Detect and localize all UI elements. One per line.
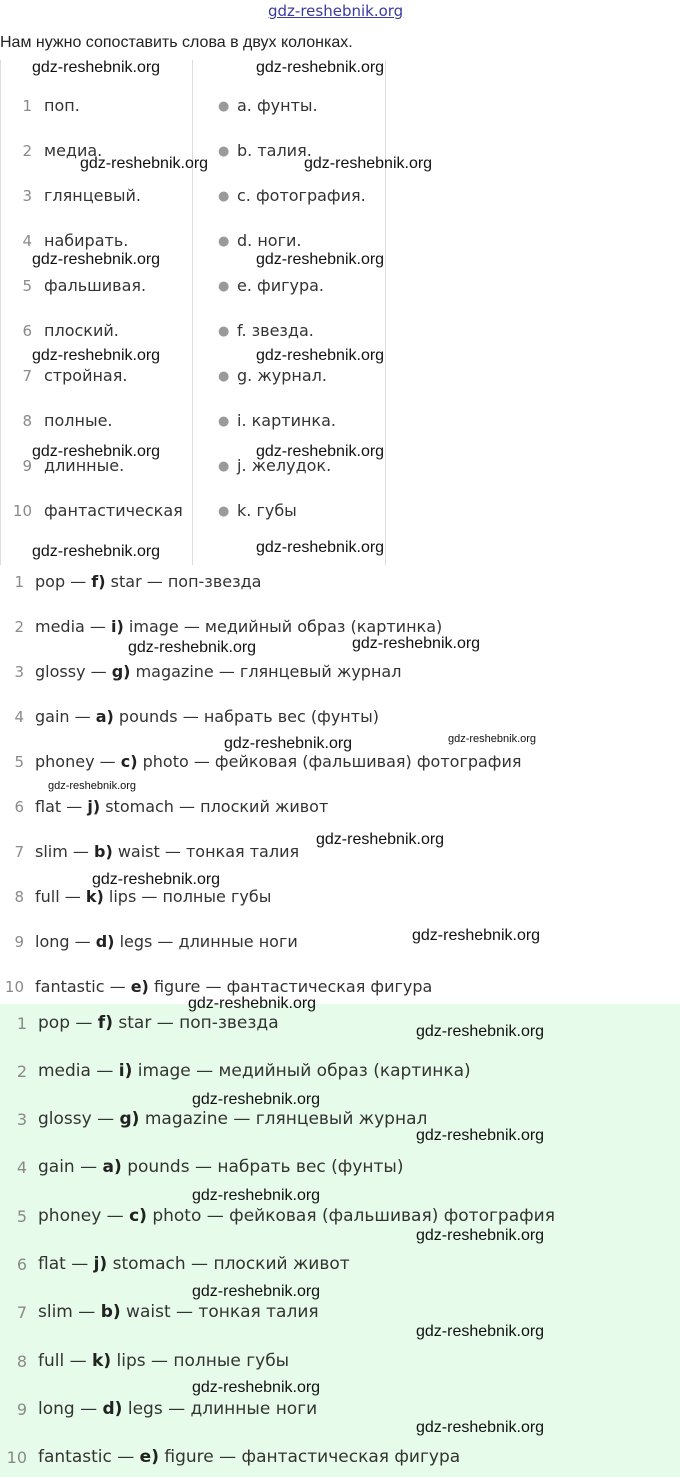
watermark: gdz-reshebnik.org [224, 735, 353, 752]
answer-text: glossy — g) magazine — глянцевый журнал [38, 1109, 428, 1129]
answer-text: phoney — c) photo — фейковая (фальшивая) фотография [35, 752, 522, 771]
answer-text: media — i) image — медийный образ (картинка) [35, 617, 443, 636]
answer-number: 5 [14, 753, 24, 771]
bullet-icon: ● [218, 189, 230, 204]
right-word: j. желудок. [237, 456, 332, 475]
answer-number: 3 [14, 663, 24, 681]
watermark: gdz-reshebnik.org [192, 1091, 321, 1108]
left-word: поп. [44, 96, 80, 115]
answer-text: full — k) lips — полные губы [38, 1351, 290, 1371]
watermark: gdz-reshebnik.org [32, 543, 161, 560]
watermark: gdz-reshebnik.org [192, 1283, 321, 1300]
answer-text: flat — j) stomach — плоский живот [35, 797, 329, 816]
right-word: f. звезда. [237, 321, 314, 340]
left-word: медиа. [44, 141, 103, 160]
answer-number: 4 [16, 1158, 27, 1177]
watermark: gdz-reshebnik.org [412, 927, 541, 944]
answer-text: glossy — g) magazine — глянцевый журнал [35, 662, 402, 681]
watermark: gdz-reshebnik.org [448, 733, 537, 745]
right-word: d. ноги. [237, 231, 302, 250]
row-number: 5 [22, 277, 32, 295]
watermark: gdz-reshebnik.org [416, 1127, 545, 1144]
watermark: gdz-reshebnik.org [188, 995, 317, 1012]
answer-number: 8 [14, 888, 24, 906]
answer-number: 9 [14, 933, 24, 951]
table-border-left [0, 60, 1, 565]
answer-number: 4 [14, 708, 24, 726]
answer-number: 3 [16, 1110, 27, 1129]
left-word: фантастическая [44, 501, 183, 520]
watermark: gdz-reshebnik.org [256, 59, 385, 76]
watermark: gdz-reshebnik.org [256, 347, 385, 364]
answer-number: 9 [16, 1400, 27, 1419]
answer-text: fantastic — e) figure — фантастическая фигура [38, 1447, 461, 1467]
left-word: набирать. [44, 231, 129, 250]
watermark: gdz-reshebnik.org [352, 635, 481, 652]
row-number: 6 [22, 322, 32, 340]
right-word: i. картинка. [237, 411, 336, 430]
right-word: b. талия. [237, 141, 312, 160]
watermark: gdz-reshebnik.org [316, 831, 445, 848]
bullet-icon: ● [218, 144, 230, 159]
answer-text: long — d) legs — длинные ноги [38, 1399, 318, 1419]
table-border-right [385, 60, 386, 565]
answer-number: 6 [14, 798, 24, 816]
row-number: 1 [22, 97, 32, 115]
answer-number: 7 [14, 843, 24, 861]
watermark: gdz-reshebnik.org [304, 155, 433, 172]
watermark: gdz-reshebnik.org [32, 251, 161, 268]
answer-number: 1 [14, 573, 24, 591]
right-word: a. фунты. [237, 96, 318, 115]
answer-text: pop — f) star — поп-звезда [35, 572, 262, 591]
answer-number: 10 [6, 1448, 27, 1467]
right-word: g. журнал. [237, 366, 327, 385]
right-word: k. губы [237, 501, 297, 520]
row-number: 10 [12, 502, 32, 520]
left-word: длинные. [44, 456, 125, 475]
answer-text: slim — b) waist — тонкая талия [38, 1302, 319, 1322]
watermark: gdz-reshebnik.org [32, 443, 161, 460]
left-word: стройная. [44, 366, 128, 385]
row-number: 8 [22, 412, 32, 430]
answer-number: 2 [16, 1062, 27, 1081]
row-number: 9 [22, 457, 32, 475]
bullet-icon: ● [218, 459, 230, 474]
watermark: gdz-reshebnik.org [256, 443, 385, 460]
watermark: gdz-reshebnik.org [416, 1419, 545, 1436]
watermark: gdz-reshebnik.org [416, 1023, 545, 1040]
watermark: gdz-reshebnik.org [48, 780, 137, 792]
answer-text: fantastic — e) figure — фантастическая фигура [35, 977, 433, 996]
right-word: c. фотография. [237, 186, 366, 205]
row-number: 3 [22, 187, 32, 205]
row-number: 2 [22, 142, 32, 160]
bullet-icon: ● [218, 234, 230, 249]
answer-text: phoney — c) photo — фейковая (фальшивая) фотография [38, 1206, 555, 1226]
watermark: gdz-reshebnik.org [32, 59, 161, 76]
answer-number: 6 [16, 1255, 27, 1274]
answer-text: gain — a) pounds — набрать вес (фунты) [35, 707, 379, 726]
bullet-icon: ● [218, 279, 230, 294]
left-word: полные. [44, 411, 113, 430]
answer-number: 8 [16, 1352, 27, 1371]
watermark: gdz-reshebnik.org [128, 639, 257, 656]
watermark: gdz-reshebnik.org [92, 871, 221, 888]
answer-text: media — i) image — медийный образ (картинка) [38, 1061, 471, 1081]
site-link[interactable]: gdz-reshebnik.org [268, 2, 404, 20]
answer-number: 2 [14, 618, 24, 636]
bullet-icon: ● [218, 324, 230, 339]
answer-number: 5 [16, 1207, 27, 1226]
left-word: плоский. [44, 321, 119, 340]
table-divider [192, 60, 193, 565]
row-number: 4 [22, 232, 32, 250]
answer-text: flat — j) stomach — плоский живот [38, 1254, 350, 1274]
answer-text: long — d) legs — длинные ноги [35, 932, 298, 951]
watermark: gdz-reshebnik.org [80, 155, 209, 172]
bullet-icon: ● [218, 369, 230, 384]
bullet-icon: ● [218, 504, 230, 519]
answer-text: gain — a) pounds — набрать вес (фунты) [38, 1157, 404, 1177]
bullet-icon: ● [218, 99, 230, 114]
watermark: gdz-reshebnik.org [416, 1227, 545, 1244]
answer-text: slim — b) waist — тонкая талия [35, 842, 300, 861]
watermark: gdz-reshebnik.org [192, 1187, 321, 1204]
left-word: глянцевый. [44, 186, 141, 205]
answer-number: 1 [16, 1014, 27, 1033]
watermark: gdz-reshebnik.org [32, 347, 161, 364]
answer-text: pop — f) star — поп-звезда [38, 1013, 279, 1033]
answer-number: 7 [16, 1303, 27, 1322]
intro-text: Нам нужно сопоставить слова в двух колонках. [0, 34, 353, 51]
left-word: фальшивая. [44, 276, 147, 295]
watermark: gdz-reshebnik.org [416, 1323, 545, 1340]
answer-number: 10 [4, 978, 24, 996]
row-number: 7 [22, 367, 32, 385]
answer-text: full — k) lips — полные губы [35, 887, 272, 906]
watermark: gdz-reshebnik.org [192, 1379, 321, 1396]
bullet-icon: ● [218, 414, 230, 429]
watermark: gdz-reshebnik.org [256, 539, 385, 556]
right-word: e. фигура. [237, 276, 325, 295]
watermark: gdz-reshebnik.org [256, 251, 385, 268]
